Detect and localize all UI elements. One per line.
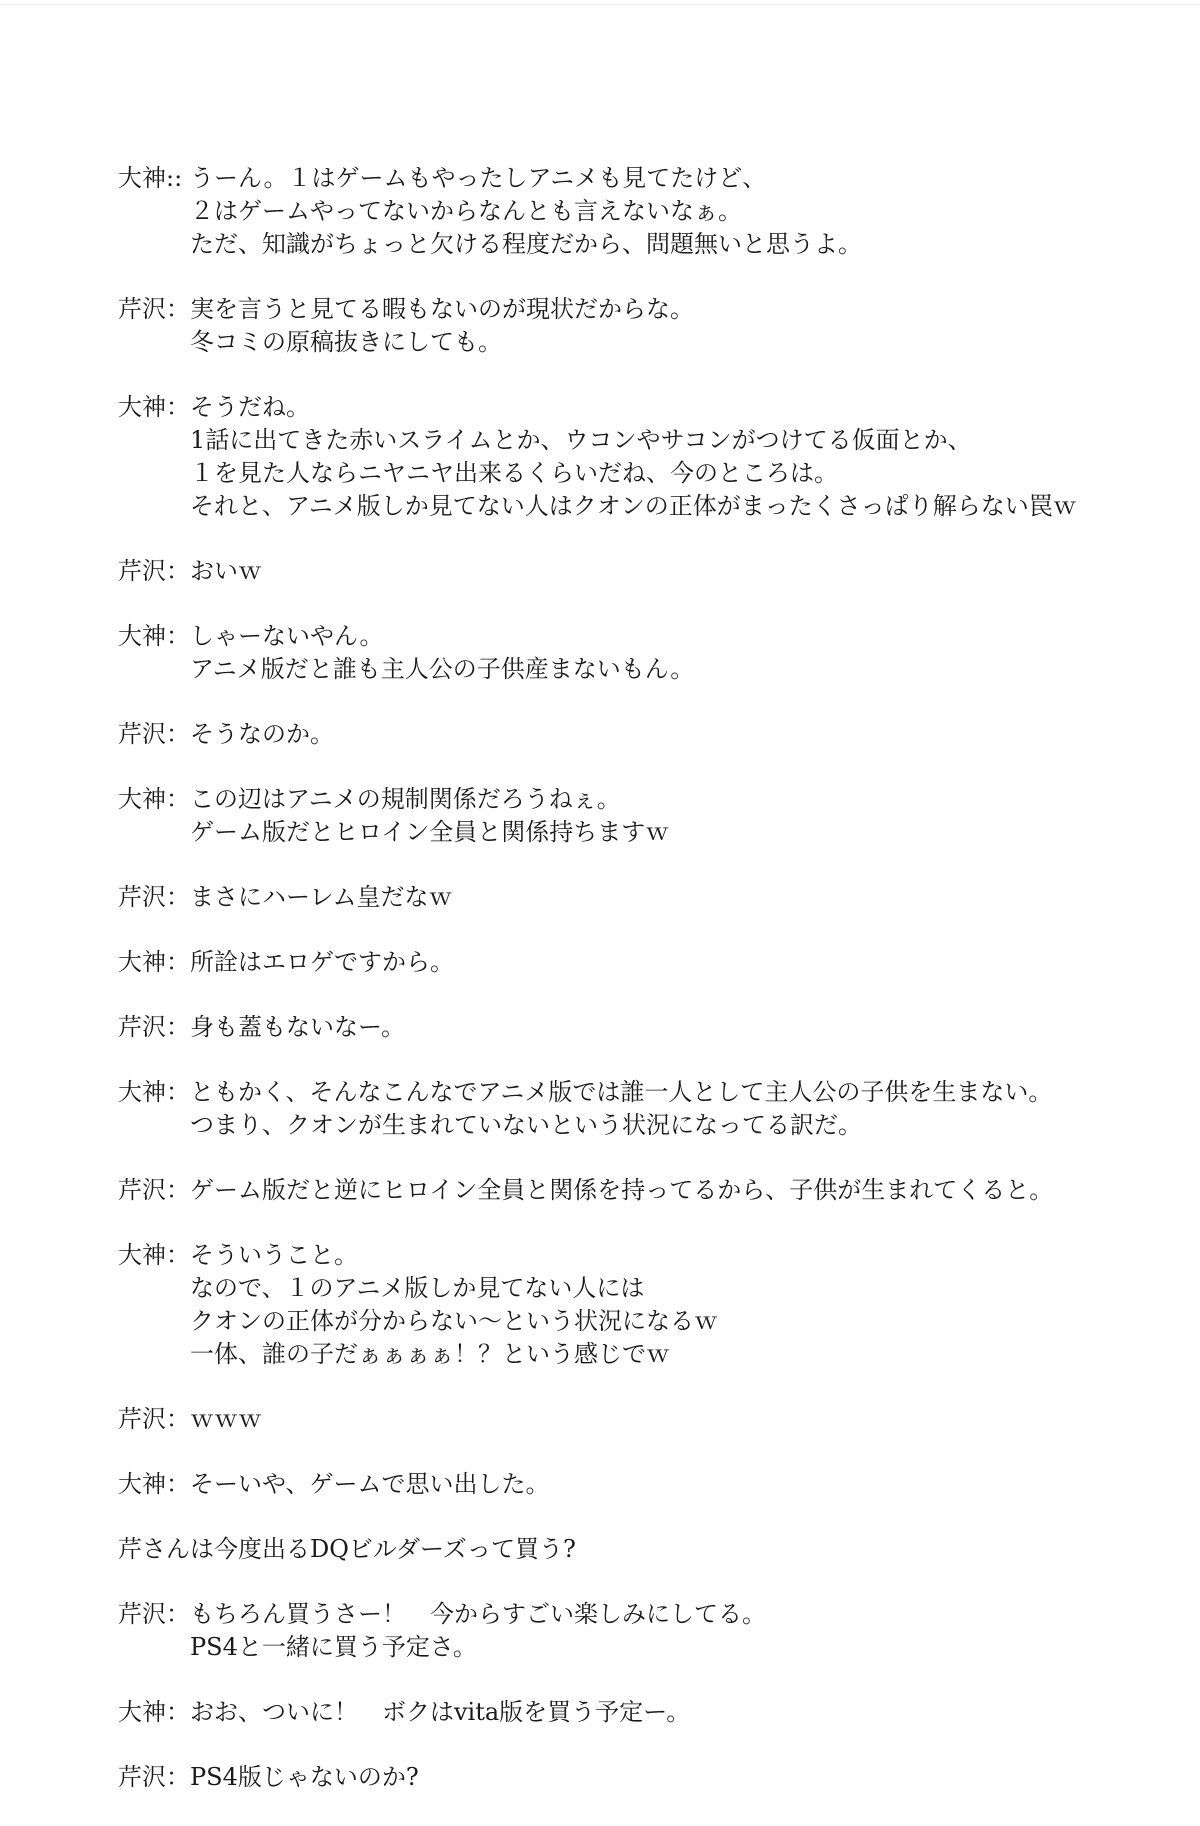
speech-lines xyxy=(190,783,669,849)
speech-lines xyxy=(190,555,262,588)
dialog-entry xyxy=(118,946,1158,979)
speech-line: １を見た人ならニヤニヤ出来るくらいだね、今のところは。 xyxy=(190,459,838,487)
dialog-entry xyxy=(118,1761,1158,1794)
narration-line: 芹さんは今度出るDQビルダーズって買う? xyxy=(118,1535,576,1563)
speech-lines xyxy=(190,1174,1053,1207)
speech-line: おいｗ xyxy=(190,557,262,585)
speech-lines xyxy=(190,1076,1052,1142)
dialog-entry xyxy=(118,162,1158,261)
speech-lines xyxy=(190,620,694,686)
dialog-entry xyxy=(118,1696,1158,1729)
speaker-label: 芹沢： xyxy=(118,1013,190,1041)
speech-line: 冬コミの原稿抜きにしても。 xyxy=(190,328,502,356)
speech-line: まさにハーレム皇だなｗ xyxy=(190,883,453,911)
scan-edge xyxy=(0,4,1200,5)
speech-line: PS4版じゃないのか? xyxy=(190,1763,419,1791)
dialog-entry xyxy=(118,1076,1158,1142)
speech-line: 1話に出てきた赤いスライムとか、ウコンやサコンがつけてる仮面とか、 xyxy=(190,426,972,454)
speech-line: 所詮はエロゲですから。 xyxy=(190,948,454,976)
dialog-entry xyxy=(118,555,1158,588)
speech-line: アニメ版だと誰も主人公の子供産まないもん。 xyxy=(190,655,695,683)
dialog-entry xyxy=(118,1403,1158,1436)
speech-line: それと、アニメ版しか見てない人はクオンの正体がまったくさっぱり解らない罠ｗ xyxy=(190,492,1077,520)
speech-line: うーん。１はゲームもやったしアニメも見てたけど、 xyxy=(190,164,767,192)
speech-lines xyxy=(190,1696,690,1729)
speech-line: そういうこと。 xyxy=(190,1241,358,1269)
speech-line: そうだね。 xyxy=(190,393,310,421)
speaker-label: 大神： xyxy=(118,1698,190,1726)
speech-lines xyxy=(190,1239,718,1371)
speaker-label: 大神： xyxy=(118,948,190,976)
speech-lines xyxy=(190,391,1077,523)
speaker-label: 大神： xyxy=(118,1241,190,1269)
speaker-label: 芹沢： xyxy=(118,1176,190,1204)
speech-line: ただ、知識がちょっと欠ける程度だから、問題無いと思うよ。 xyxy=(190,230,862,258)
speech-line: PS4と一緒に買う予定さ。 xyxy=(190,1633,477,1661)
speech-line: この辺はアニメの規制関係だろうねぇ。 xyxy=(190,785,621,813)
speaker-label: 大神： xyxy=(118,393,190,421)
speech-line: ともかく、そんなこんなでアニメ版では誰一人として主人公の子供を生まない。 xyxy=(190,1078,1053,1106)
speech-lines xyxy=(190,1403,262,1436)
speech-line: 一体、誰の子だぁぁぁぁ！？という感じでｗ xyxy=(190,1340,670,1368)
speech-lines xyxy=(190,1011,405,1044)
dialog-entry xyxy=(118,1174,1158,1207)
speech-line: ゲーム版だと逆にヒロイン全員と関係を持ってるから、子供が生まれてくると。 xyxy=(190,1176,1054,1204)
speaker-label: 芹沢： xyxy=(118,557,190,585)
speaker-label: 大神： xyxy=(118,785,190,813)
dialog-entry xyxy=(118,1598,1158,1664)
speaker-label: 芹沢： xyxy=(118,883,190,911)
dialog-entry xyxy=(118,391,1158,523)
speech-line: ゲーム版だとヒロイン全員と関係持ちますｗ xyxy=(190,818,670,846)
speech-lines xyxy=(190,946,454,979)
speech-lines xyxy=(190,718,334,751)
speaker-label: 大神:: xyxy=(118,164,183,192)
speech-lines xyxy=(190,881,453,914)
speech-line: ｗｗｗ xyxy=(190,1405,262,1433)
dialog-entry xyxy=(118,881,1158,914)
speaker-label: 芹沢： xyxy=(118,295,190,323)
speech-line: クオンの正体が分からない～という状況になるｗ xyxy=(190,1307,718,1335)
speech-line: ２はゲームやってないからなんとも言えないなぁ。 xyxy=(190,197,742,225)
speech-line: 身も蓋もないなー。 xyxy=(190,1013,406,1041)
speaker-label: 芹沢： xyxy=(118,1600,190,1628)
speech-line: おお、ついに！ ボクはvita版を買う予定ー。 xyxy=(190,1698,691,1726)
speaker-label: 芹沢： xyxy=(118,1763,190,1791)
dialog-entry xyxy=(118,1239,1158,1371)
speech-lines xyxy=(190,162,862,261)
speech-lines xyxy=(190,1598,766,1664)
speaker-label: 大神： xyxy=(118,622,190,650)
speech-lines xyxy=(190,1468,550,1501)
speech-line: つまり、クオンが生まれていないという状況になってる訳だ。 xyxy=(190,1111,862,1139)
speech-line: そーいや、ゲームで思い出した。 xyxy=(190,1470,550,1498)
speech-line: もちろん買うさー！ 今からすごい楽しみにしてる。 xyxy=(190,1600,766,1628)
dialog-entry xyxy=(118,783,1158,849)
dialog-entry xyxy=(118,1468,1158,1501)
speech-line: 実を言うと見てる暇もないのが現状だからな。 xyxy=(190,295,694,323)
dialog-transcript xyxy=(118,162,1158,1826)
speaker-label: 大神： xyxy=(118,1470,190,1498)
speech-line: そうなのか。 xyxy=(190,720,334,748)
dialog-entry xyxy=(118,1011,1158,1044)
speaker-label: 大神： xyxy=(118,1078,190,1106)
dialog-entry xyxy=(118,718,1158,751)
dialog-entry xyxy=(118,293,1158,359)
speaker-label: 芹沢： xyxy=(118,1405,190,1433)
speech-line: しゃーないやん。 xyxy=(190,622,384,650)
speech-lines xyxy=(190,1761,419,1794)
speech-lines xyxy=(190,293,694,359)
dialog-entry xyxy=(118,620,1158,686)
speaker-label: 芹沢： xyxy=(118,720,190,748)
speech-line: なので、１のアニメ版しか見てない人には xyxy=(190,1274,645,1302)
